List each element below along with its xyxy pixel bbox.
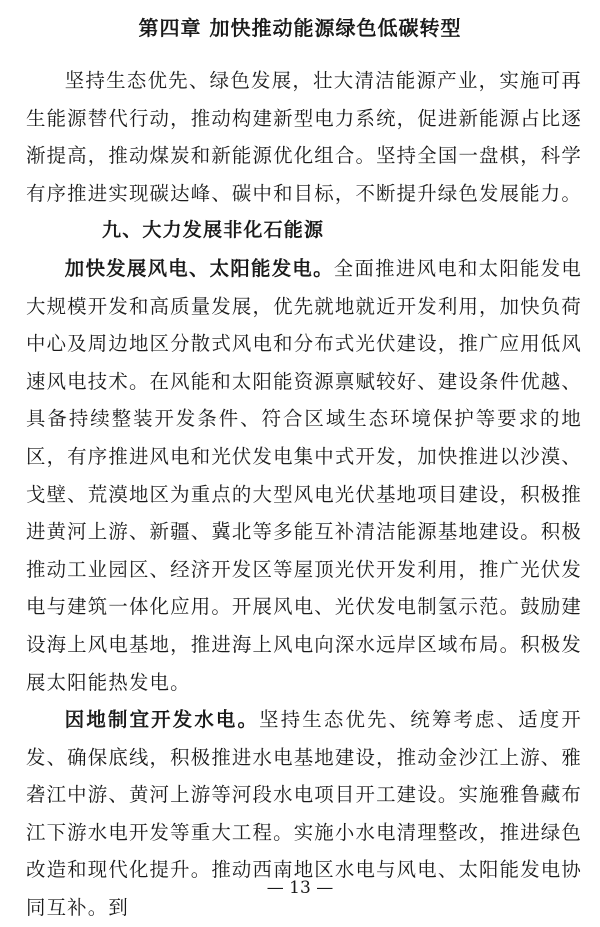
chapter-title: 第四章 加快推动能源绿色低碳转型	[138, 16, 462, 40]
paragraph-text: 坚持生态优先、统筹考虑、适度开发、确保底线，积极推进水电基地建设，推动金沙江上游、雅砻江中游、黄河上游等河段水电项目开工建设。实施雅鲁藏布江下游水电开发等重大工程。实施小水电清理整改，推进绿色改造和现代化提升。推动西南地区水电与风电、太阳能发电协同互补。到	[26, 708, 582, 920]
intro-paragraph: 坚持生态优先、绿色发展，壮大清洁能源产业，实施可再生能源替代行动，推动构建新型电力系统，促进新能源占比逐渐提高，推动煤炭和新能源优化组合。坚持全国一盘棋，科学有序推进实现碳达峰、碳中和目标，不断提升绿色发展能力。	[26, 69, 582, 205]
page-number: — 13 —	[266, 878, 334, 898]
paragraph-lead: 加快发展风电、太阳能发电。	[64, 256, 334, 280]
paragraph-wind-solar	[26, 250, 582, 701]
section-heading: 九、大力发展非化石能源	[102, 219, 325, 242]
paragraph-text: 全面推进风电和太阳能发电大规模开发和高质量发展，优先就地就近开发利用，加快负荷中心及周边地区分散式风电和分布式光伏建设，推广应用低风速风电技术。在风能和太阳能资源禀赋较好、建设条件优越、具备持续整装开发条件、符合区域生态环境保护等要求的地区，有序推进风电和光伏发电集中式开发，加快推进以沙漠、戈壁、荒漠地区为重点的大型风电光伏基地项目建设，积极推进黄河上游、新疆、冀北等多能互补清洁能源基地建设。积极推动工业园区、经济开发区等屋顶光伏开发利用，推广光伏发电与建筑一体化应用。开展风电、光伏发电制氢示范。鼓励建设海上风电基地，推进海上风电向深水远岸区域布局。积极发展太阳能热发电。	[26, 256, 582, 694]
body-text	[26, 62, 582, 927]
paragraph-lead: 因地制宜开发水电。	[64, 708, 260, 732]
